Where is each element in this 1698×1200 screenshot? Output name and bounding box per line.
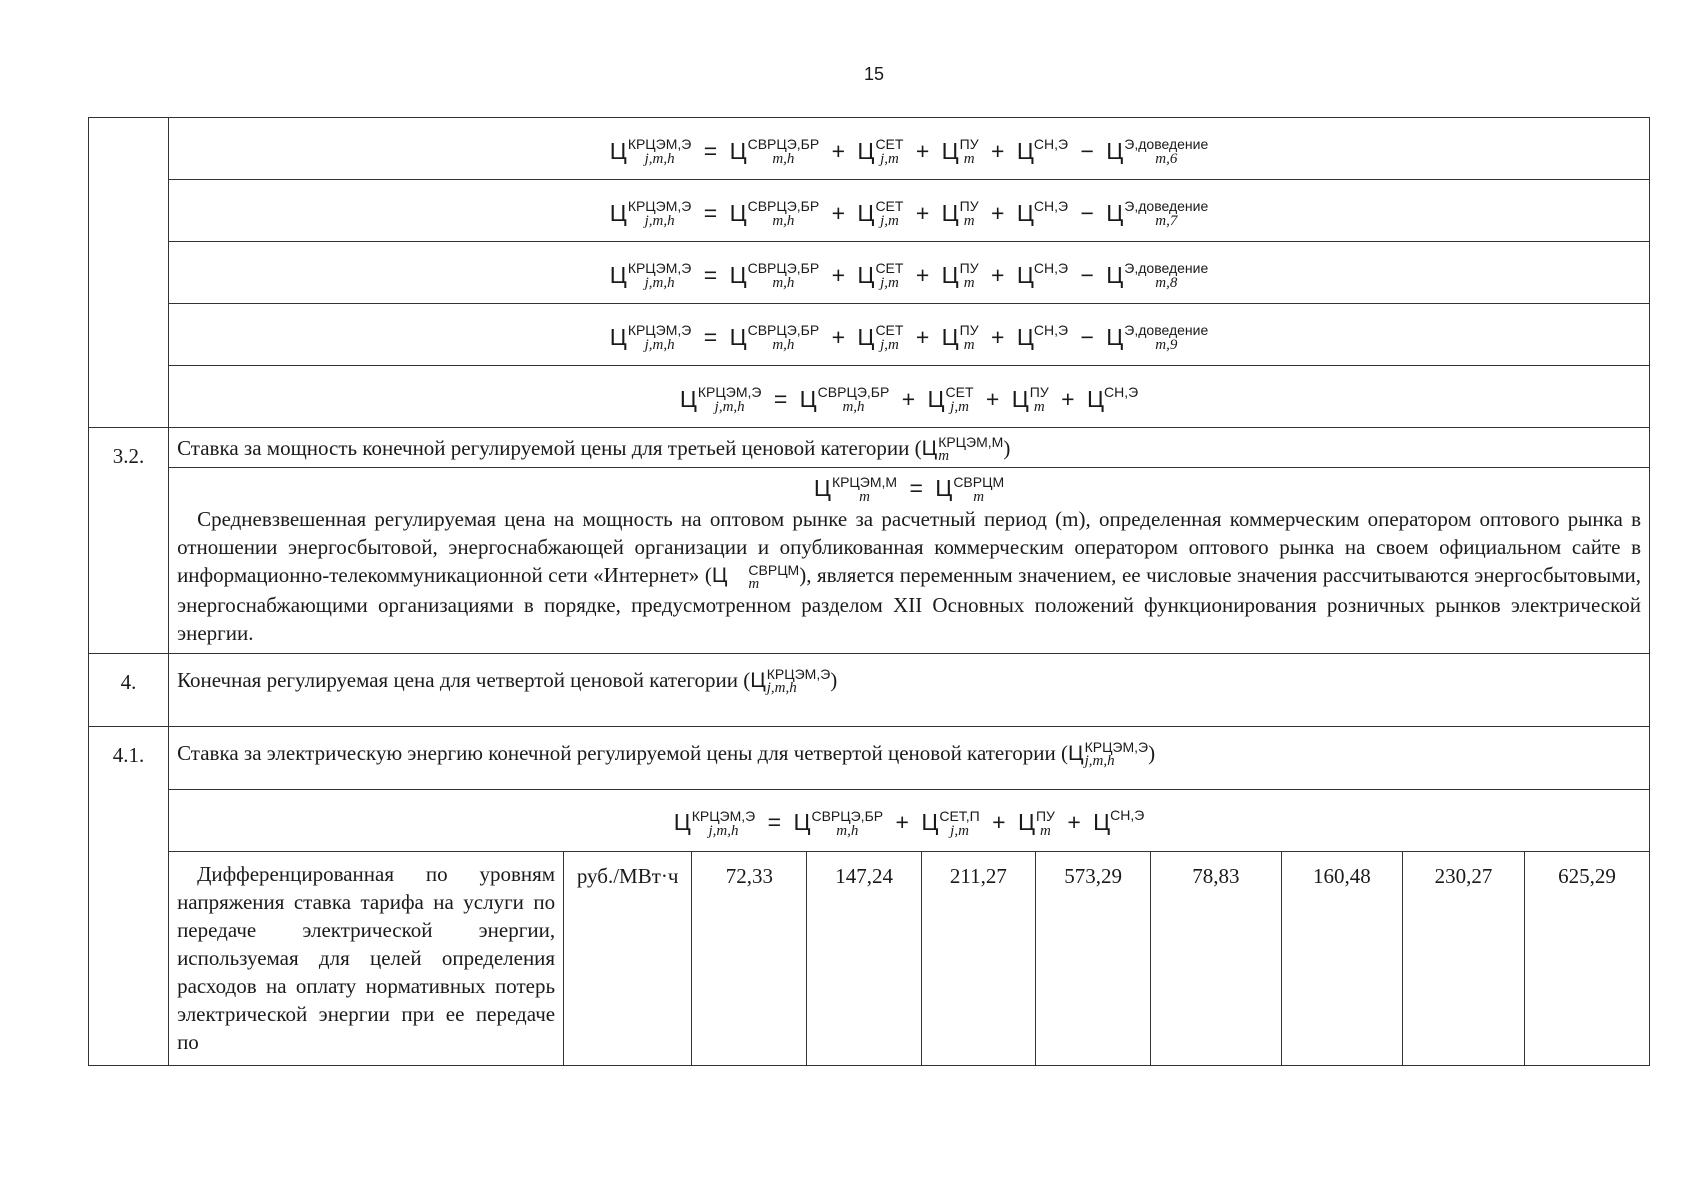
section-number: 4. bbox=[89, 653, 169, 726]
tariff-description: Дифференцированная по уровням напряжения ставка тарифа на услуги по передаче электрической энергии, используемая для целей определения расходов на оплату нормативных потерь электрической энергии при ее передаче по bbox=[169, 851, 564, 1065]
tariff-value: 147,24 bbox=[807, 851, 921, 1065]
symbol-krcem-e: Ц КРЦЭМ,Э j,m,h bbox=[1068, 739, 1149, 770]
tariff-value: 78,83 bbox=[1151, 851, 1281, 1065]
symbol-krcem-e: Ц КРЦЭМ,Э j,m,h bbox=[750, 666, 831, 697]
section-heading: Ставка за электрическую энергию конечной регулируемой цены для четвертой ценовой категории (Ц КРЦЭМ,Э j,m,h ) bbox=[169, 726, 1650, 789]
symbol-svrcm: Ц СВРЦМ m bbox=[711, 561, 800, 592]
formula-m8: Ц КРЦЭМ,Э j,m,h = Ц СВРЦЭ,БР m,h + Ц СЕТ j,m + Ц ПУ m + $Ц^{СН,Э} - Ц$ Э,доведение m,8 bbox=[609, 259, 1209, 292]
section-number: 3.2. bbox=[89, 428, 169, 654]
formula-row bbox=[169, 789, 1650, 851]
formula-capacity: Ц КРЦЭМ,М m = Ц СВРЦМ m bbox=[813, 474, 1005, 506]
section-heading: Ставка за мощность конечной регулируемой цены для третьей ценовой категории (Ц КРЦЭМ,М m ) bbox=[169, 428, 1650, 468]
tariff-value: 573,29 bbox=[1035, 851, 1150, 1065]
tariff-table bbox=[88, 117, 1650, 1066]
page-number: 15 bbox=[863, 64, 885, 84]
formula-m6: Ц КРЦЭМ,Э j,m,h = Ц СВРЦЭ,БР m,h + Ц СЕТ j,m + Ц ПУ m + $Ц^{СН,Э} - Ц$ Э,доведение m,6 bbox=[609, 135, 1209, 168]
formula-row bbox=[169, 304, 1650, 366]
section-heading: Конечная регулируемая цена для четвертой ценовой категории (Ц КРЦЭМ,Э j,m,h ) bbox=[169, 653, 1650, 726]
formula-row bbox=[169, 366, 1650, 428]
symbol-krcem-m: Ц КРЦЭМ,М m bbox=[921, 434, 1004, 465]
formula-category4: Ц КРЦЭМ,Э j,m,h = Ц СВРЦЭ,БР m,h + Ц СЕТ,П j,m + Ц ПУ m + $Ц^{СН,Э}$ bbox=[673, 807, 1145, 840]
formula-row bbox=[169, 180, 1650, 242]
section-body bbox=[169, 468, 1650, 653]
paragraph: Средневзвешенная регулируемая цена на мощность на оптовом рынке за расчетный период (m), определенная коммерческим оператором оптового рынка в отношении энергосбытовой, энергоснабжающей организации и опубликованная коммерческим оператором оптового рынка на своем официальном сайте в информационно-телекоммуникационной сети «Интернет» (Ц СВРЦМ m ), является переменным значением, ее числовые значения рассчитываются энергосбытовыми, энергоснабжающими организациями в порядке, предусмотренном разделом XII Основных положений функционирования розничных рынков электрической энергии. bbox=[177, 507, 1641, 645]
tariff-value: 72,33 bbox=[692, 851, 807, 1065]
section-number: 4.1. bbox=[89, 726, 169, 1065]
formula-row bbox=[169, 118, 1650, 180]
formula-base: Ц КРЦЭМ,Э j,m,h = Ц СВРЦЭ,БР m,h + Ц СЕТ j,m + Ц ПУ m + $Ц^{СН,Э}$ bbox=[679, 383, 1139, 416]
tariff-value: 211,27 bbox=[921, 851, 1035, 1065]
formula-m9: Ц КРЦЭМ,Э j,m,h = Ц СВРЦЭ,БР m,h + Ц СЕТ j,m + Ц ПУ m + $Ц^{СН,Э} - Ц$ Э,доведение m,9 bbox=[609, 321, 1209, 354]
tariff-value: 625,29 bbox=[1524, 851, 1649, 1065]
formula-m7: Ц КРЦЭМ,Э j,m,h = Ц СВРЦЭ,БР m,h + Ц СЕТ j,m + Ц ПУ m + $Ц^{СН,Э} - Ц$ Э,доведение m,7 bbox=[609, 197, 1209, 230]
tariff-value: 160,48 bbox=[1281, 851, 1403, 1065]
tariff-unit: руб./МВт·ч bbox=[564, 851, 692, 1065]
tariff-value: 230,27 bbox=[1403, 851, 1525, 1065]
formula-row bbox=[169, 242, 1650, 304]
section-number-empty bbox=[89, 118, 169, 428]
